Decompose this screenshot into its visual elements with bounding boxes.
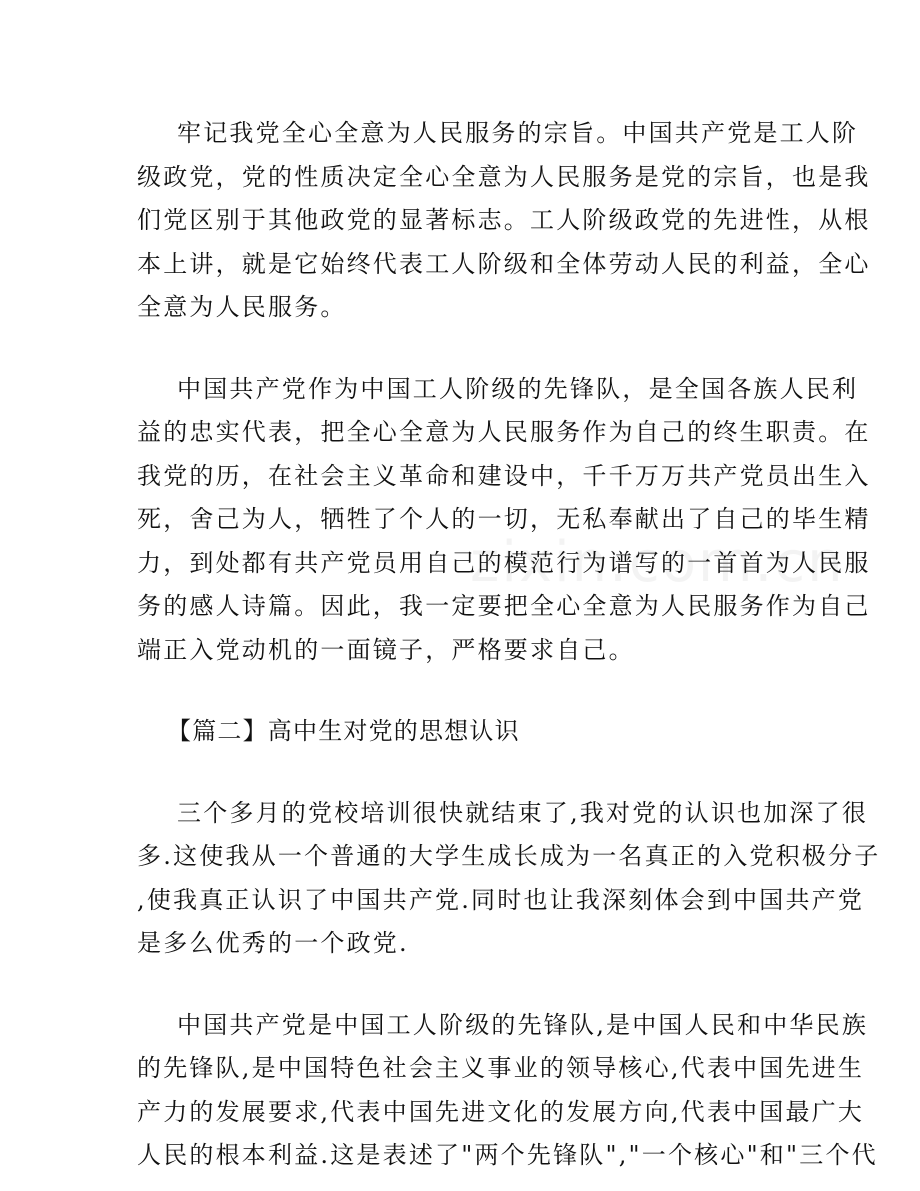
text-line: ,使我真正认识了中国共产党.同时也让我深刻体会到中国共产党 [137, 885, 865, 914]
section-heading: 【篇二】高中生对党的思想认识 [167, 717, 520, 745]
text-line: 们党区别于其他政党的显著标志。工人阶级政党的先进性，从根 [137, 206, 871, 234]
text-line: 牢记我党全心全意为人民服务的宗旨。中国共产党是工人阶 [177, 119, 859, 147]
text-line: 三个多月的党校培训很快就结束了,我对党的认识也加深了很 [177, 798, 869, 827]
text-line: 死，舍己为人，牺牲了个人的一切，无私奉献出了自己的毕生精 [137, 505, 871, 533]
text-line: 益的忠实代表，把全心全意为人民服务作为自己的终生职责。在 [137, 418, 871, 446]
text-line: 本上讲，就是它始终代表工人阶级和全体劳动人民的利益，全心 [137, 249, 871, 278]
text-line: 是多么优秀的一个政党. [137, 929, 409, 957]
text-line: 中国共产党作为中国工人阶级的先锋队，是全国各族人民利 [177, 374, 859, 403]
text-line: 多.这使我从一个普通的大学生成长成为一名真正的入党积极分子 [137, 842, 881, 870]
paragraph-2 [0, 368, 920, 673]
text-line: 我党的历，在社会主义革命和建设中，千千万万共产党员出生入 [137, 461, 871, 490]
text-line: 级政党，党的性质决定全心全意为人民服务是党的宗旨，也是我 [137, 162, 871, 191]
text-line: 人民的根本利益.这是表述了"两个先锋队","一个核心"和"三个代 [137, 1141, 878, 1169]
text-line: 全意为人民服务。 [137, 293, 347, 321]
text-line: 产力的发展要求,代表中国先进文化的发展方向,代表中国最广大 [137, 1097, 865, 1126]
text-line: 务的感人诗篇。因此，我一定要把全心全意为人民服务作为自己 [137, 592, 871, 620]
text-line: 中国共产党是中国工人阶级的先锋队,是中国人民和中华民族 [177, 1010, 869, 1039]
paragraph-1 [0, 112, 920, 330]
paragraph-4 [0, 1004, 920, 1178]
text-line: 力，到处都有共产党员用自己的模范行为谱写的一首首为人民服 [137, 548, 871, 577]
text-line: 端正入党动机的一面镜子，严格要求自己。 [137, 635, 635, 664]
text-line: 的先锋队,是中国特色社会主义事业的领导核心,代表中国先进生 [137, 1054, 865, 1082]
paragraph-3 [0, 792, 920, 966]
